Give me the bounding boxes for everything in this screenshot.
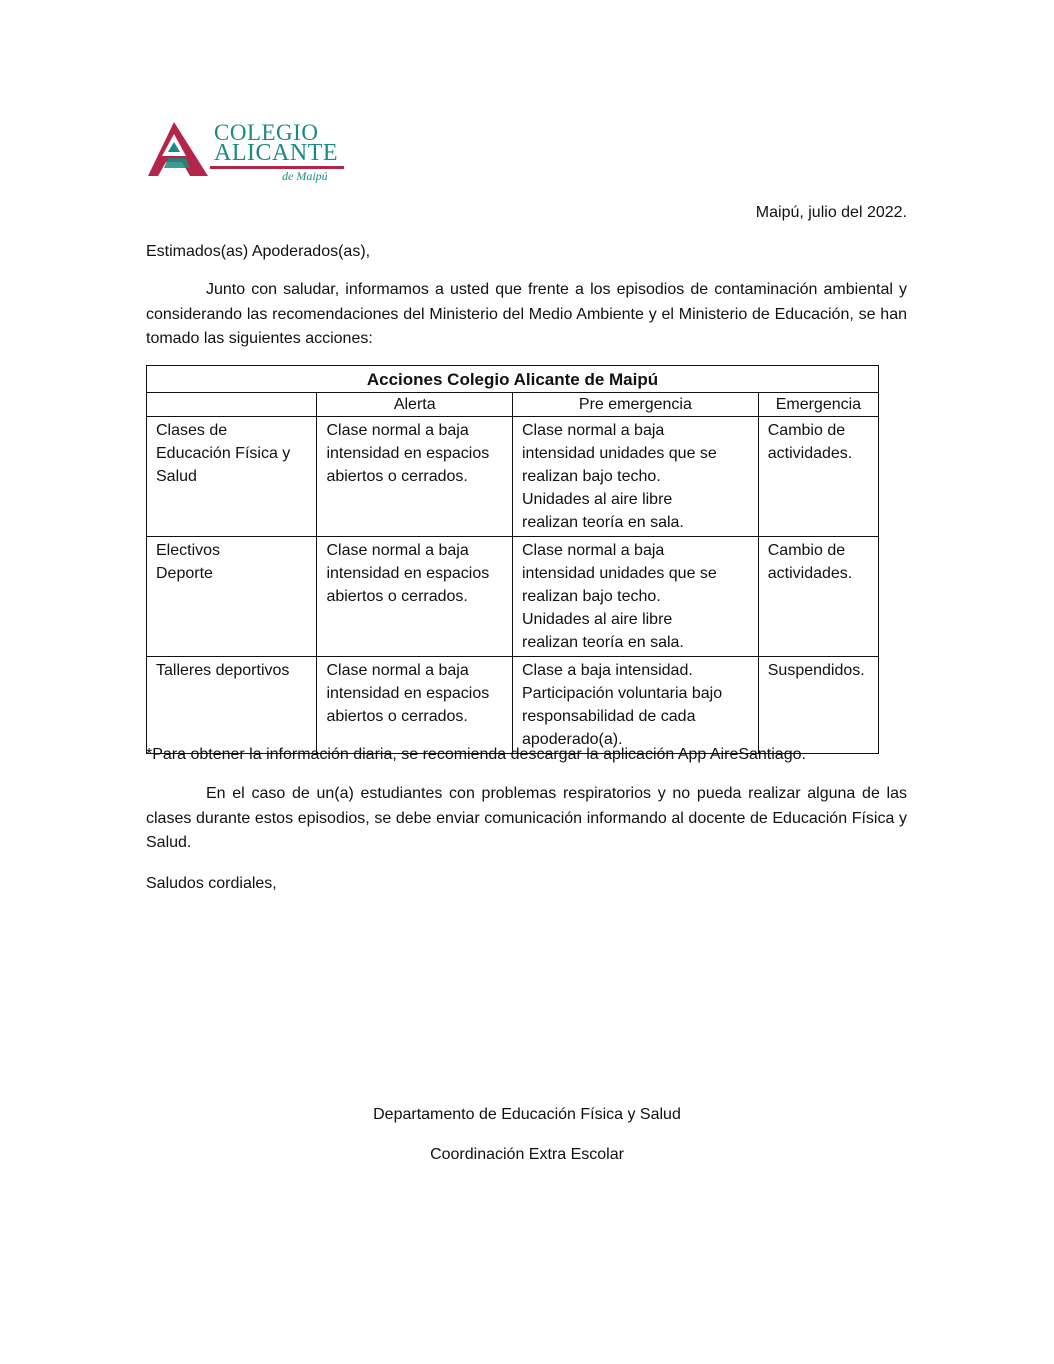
pre-emergencia-cell [513, 657, 759, 754]
signature-coordination: Coordinación Extra Escolar [430, 1146, 624, 1163]
cell-line: realizan teoría en sala. [522, 634, 684, 651]
logo-text-de-maipu: de Maipú [282, 169, 328, 183]
table-header-row [147, 393, 879, 417]
cell-line: Suspendidos. [767, 662, 865, 679]
intro-paragraph-text: Junto con saludar, informamos a usted que frente a los episodios de contaminación ambiental y considerando las recomendaciones del Ministerio del Medio Ambiente y el Ministerio de Educación, se han tomado las siguientes acciones: [146, 281, 907, 347]
signature-department: Departamento de Educación Física y Salud [373, 1106, 681, 1123]
alerta-cell [317, 537, 513, 657]
cell-line: realizan bajo techo. [522, 588, 661, 605]
cell-line: intensidad en espacios [326, 685, 490, 702]
table-row [147, 417, 879, 537]
cell-line: abiertos o cerrados. [326, 708, 468, 725]
cell-line: Salud [156, 468, 197, 485]
emergencia-cell [758, 417, 878, 537]
respiratory-paragraph-text: En el caso de un(a) estudiantes con problemas respiratorios y no pueda realizar alguna de las clases durante estos episodios, se debe enviar comunicación informando al docente de Educación Física y Salud. [146, 785, 907, 851]
cell-line: Clase normal a baja [326, 662, 469, 679]
table-row [147, 537, 879, 657]
cell-line: Deporte [156, 565, 213, 582]
letter-closing: Saludos cordiales, [146, 875, 277, 892]
cell-line: Electivos [156, 542, 221, 559]
cell-line: Clase normal a baja [522, 422, 665, 439]
cell-line: actividades. [767, 565, 853, 582]
cell-line: Clases de [156, 422, 228, 439]
cell-line: Unidades al aire libre [522, 491, 673, 508]
emergencia-cell [758, 537, 878, 657]
cell-line: abiertos o cerrados. [326, 588, 468, 605]
logo-text-colegio: COLEGIO [214, 120, 319, 145]
app-note: *Para obtener la información diaria, se recomienda descargar la aplicación App AireSantiago. [146, 746, 806, 763]
cell-line: realizan teoría en sala. [522, 514, 684, 531]
column-header-empty [147, 393, 317, 417]
letter-date: Maipú, julio del 2022. [755, 204, 907, 221]
alerta-cell [317, 417, 513, 537]
column-header-pre-emergencia: Pre emergencia [513, 393, 759, 417]
cell-line: realizan bajo techo. [522, 468, 661, 485]
cell-line: Clase normal a baja [326, 422, 469, 439]
row-label-cell [147, 657, 317, 754]
cell-line: Cambio de [767, 422, 846, 439]
cell-line: intensidad en espacios [326, 445, 490, 462]
column-header-alerta: Alerta [317, 393, 513, 417]
cell-line: Cambio de [767, 542, 846, 559]
cell-line: intensidad unidades que se [522, 565, 717, 582]
cell-line: Clase normal a baja [326, 542, 469, 559]
letter-greeting: Estimados(as) Apoderados(as), [146, 243, 371, 260]
alerta-cell [317, 657, 513, 754]
school-logo [146, 118, 356, 186]
cell-line: intensidad unidades que se [522, 445, 717, 462]
table-title: Acciones Colegio Alicante de Maipú [147, 366, 879, 393]
column-header-emergencia: Emergencia [758, 393, 878, 417]
pre-emergencia-cell [513, 537, 759, 657]
cell-line: Talleres deportivos [156, 662, 290, 679]
cell-line: actividades. [767, 445, 853, 462]
emergencia-cell [758, 657, 878, 754]
cell-line: Participación voluntaria bajo [522, 685, 723, 702]
table-row [147, 657, 879, 754]
cell-line: Educación Física y [156, 445, 291, 462]
cell-line: apoderado(a). [522, 731, 623, 748]
row-label-cell [147, 417, 317, 537]
actions-table [146, 365, 879, 754]
row-label-cell [147, 537, 317, 657]
intro-paragraph [146, 278, 907, 352]
logo-text-alicante: ALICANTE [214, 140, 338, 166]
cell-line: Clase a baja intensidad. [522, 662, 693, 679]
cell-line: Clase normal a baja [522, 542, 665, 559]
respiratory-paragraph [146, 782, 907, 856]
logo-a-mark-icon [146, 118, 216, 182]
pre-emergencia-cell [513, 417, 759, 537]
cell-line: abiertos o cerrados. [326, 468, 468, 485]
cell-line: Unidades al aire libre [522, 611, 673, 628]
cell-line: responsabilidad de cada [522, 708, 696, 725]
cell-line: intensidad en espacios [326, 565, 490, 582]
